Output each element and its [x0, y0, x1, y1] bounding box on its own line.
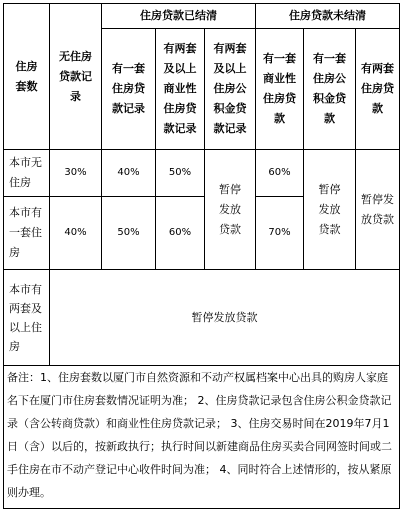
cell-suspended: [304, 150, 356, 270]
cell-ratio: 40%: [102, 150, 156, 197]
cell-ratio: 50%: [156, 150, 205, 197]
header-housing-count: [4, 4, 50, 150]
row-label-no-house: [4, 150, 50, 197]
header-no-loan-record: [50, 4, 102, 150]
row-label-no-house-text: 本市无住房: [9, 156, 42, 189]
header-unsettled-one-gjj-text: 有一套住房公积金贷款: [313, 52, 346, 125]
row-label-two-plus-houses-text: 本市有两套及以上住房: [9, 282, 42, 353]
table-row: [4, 150, 400, 197]
cell-suspended: [356, 150, 400, 270]
cell-ratio: 50%: [102, 197, 156, 270]
header-settled-one: [102, 29, 156, 150]
note-row: [4, 366, 400, 509]
row-label-one-house-text: 本市有一套住房: [9, 206, 42, 259]
header-settled-two-gjj-text: 有两套及以上住房公积金贷款记录: [213, 42, 247, 135]
cell-ratio: 70%: [256, 197, 304, 270]
cell-suspended-text: 暂停发放贷款: [219, 182, 241, 236]
header-group-unsettled: 住房贷款未结清: [256, 4, 400, 29]
header-unsettled-two-text: 有两套住房贷款: [361, 62, 394, 115]
cell-suspended: [205, 150, 256, 270]
row-label-two-plus-houses: [4, 270, 50, 366]
cell-ratio: 60%: [156, 197, 205, 270]
row-label-one-house: [4, 197, 50, 270]
cell-suspended-text: 暂停发放贷款: [318, 182, 341, 236]
header-settled-two-commercial-text: 有两套及以上商业性住房贷款记录: [163, 42, 197, 135]
header-unsettled-two: [356, 29, 400, 150]
header-no-loan-record-text: 无住房贷款记录: [59, 49, 92, 103]
cell-ratio: 30%: [50, 150, 102, 197]
header-unsettled-one-commercial: [256, 29, 304, 150]
header-settled-one-text: 有一套住房贷款记录: [112, 62, 145, 115]
cell-ratio: 60%: [256, 150, 304, 197]
note-text: 备注：1、住房套数以厦门市自然资源和不动产权属档案中心出具的购房人家庭名下在厦门市住房套数情况证明为准； 2、住房贷款记录包含住房公积金贷款记录（含公转商贷款）和商业性住房贷款记录； 3、住房交易时间在2019年7月1日（含）以后的，按新政执行；执行时间以新建商品住房买卖合同网签时间或二手住房在市不动产登记中心收件时间为准； 4、同时符合上述情形的，按从紧原则办理。: [4, 366, 400, 509]
cell-suspended-merged: 暂停发放贷款: [50, 270, 400, 366]
header-settled-two-gjj: [205, 29, 256, 150]
table-row: [4, 270, 400, 366]
header-settled-two-commercial: [156, 29, 205, 150]
loan-ratio-table: [3, 3, 400, 509]
header-unsettled-one-commercial-text: 有一套商业性住房贷款: [263, 52, 296, 125]
header-group-settled: 住房贷款已结清: [102, 4, 256, 29]
header-unsettled-one-gjj: [304, 29, 356, 150]
cell-suspended-text: 暂停发放贷款: [361, 192, 394, 226]
header-row-groups: [4, 4, 400, 29]
header-housing-count-text: 住房套数: [15, 59, 38, 93]
cell-ratio: 40%: [50, 197, 102, 270]
